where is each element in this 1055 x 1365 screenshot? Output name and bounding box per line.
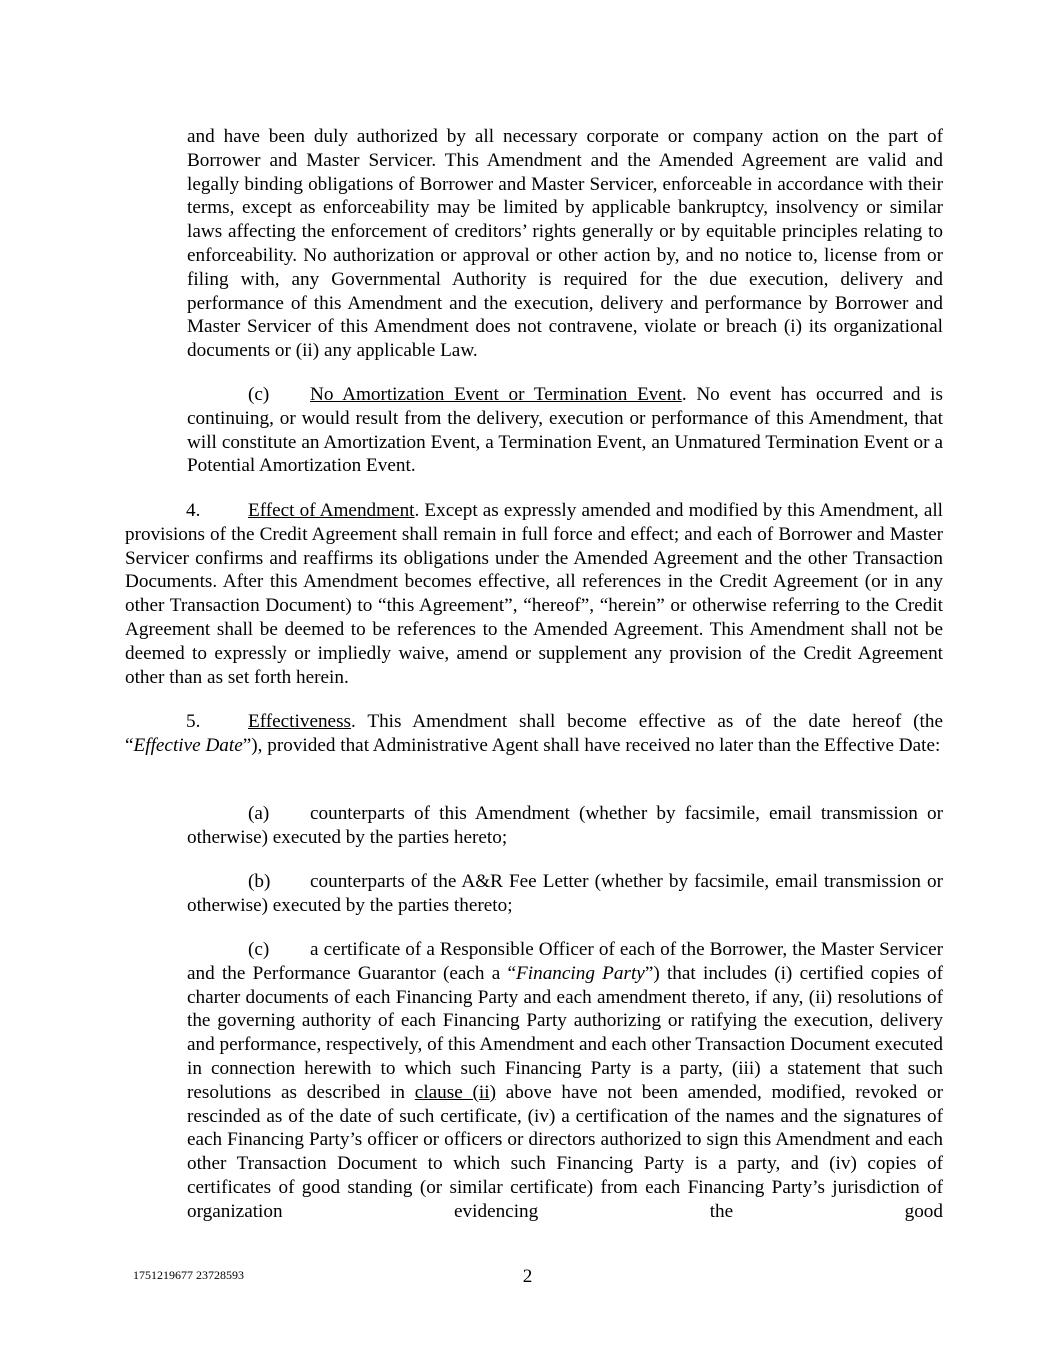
- item-text: counterparts of the A&R Fee Letter (whether by facsimile, email transmission or otherwise) executed by the parties thereto;: [187, 871, 943, 916]
- section-text-1: . This Amendment shall become effective as of the date hereof (the “: [125, 711, 943, 756]
- item-a-counterparts-amendment: [187, 802, 943, 850]
- item-b-counterparts-fee-letter: [187, 870, 943, 918]
- defined-term: Effective Date: [133, 734, 243, 756]
- item-label: (b): [248, 871, 271, 892]
- item-text-3: above have not been amended, modified, revoked or rescinded as of the date of such certificate, (iv) a certification of the names and the signatures of each Financing Party’s officer or officers or directors authorized to sign this Amendment and each other Transaction Document to which such Financing Party is a party, and (iv) copies of certificates of good standing (or similar certificate) from each Financing Party’s jurisdiction of organization evidencing the good: [187, 1081, 943, 1222]
- page-number: 2: [522, 1266, 533, 1287]
- document-id-footer: 1751219677 23728593: [133, 1268, 244, 1282]
- section-5-effectiveness: [125, 710, 943, 758]
- paragraph-c-no-amortization: [187, 383, 943, 478]
- section-text: . Except as expressly amended and modified by this Amendment, all provisions of the Credit Agreement shall remain in full force and effect; and each of Borrower and Master Servicer confirms and reaffirms its obligations under the Amended Agreement and the other Transaction Documents. After this Amendment becomes effective, all references in the Credit Agreement (or in any other Transaction Document) to “this Agreement”, “hereof”, “herein” or otherwise referring to the Credit Agreement shall be deemed to be references to the Amended Agreement. This Amendment shall not be deemed to expressly or impliedly waive, amend or supplement any provision of the Credit Agreement other than as set forth herein.: [125, 500, 943, 688]
- paragraph-b-continued: and have been duly authorized by all necessary corporate or company action on the part of Borrower and Master Servicer. This Amendment and the Amended Agreement are valid and legally binding obligations of Borrower and Master Servicer, enforceable in accordance with their terms, except as enforceability may be limited by applicable bankruptcy, insolvency or similar laws affecting the enforcement of creditors’ rights generally or by equitable principles relating to enforceability. No authorization or approval or other action by, and no notice to, license from or filing with, any Governmental Authority is required for the due execution, delivery and performance of this Amendment and the execution, delivery and performance by Borrower and Master Servicer of this Amendment does not contravene, violate or breach (i) its organizational documents or (ii) any applicable Law.: [187, 126, 943, 362]
- paragraph-heading: No Amortization Event or Termination Event: [310, 384, 682, 405]
- paragraph-text: . No event has occurred and is continuing, or would result from the delivery, execution or performance of this Amendment, that will constitute an Amortization Event, a Termination Event, an Unmatured Termination Event or a Potential Amortization Event.: [187, 384, 943, 477]
- section-4-effect-of-amendment: [125, 499, 943, 689]
- paragraph-label: (c): [248, 384, 270, 405]
- section-heading: Effect of Amendment: [248, 500, 415, 521]
- clause-reference: clause (ii): [414, 1081, 496, 1103]
- section-number: 4.: [186, 500, 201, 521]
- item-text: counterparts of this Amendment (whether by facsimile, email transmission or otherwise) executed by the parties hereto;: [187, 803, 943, 848]
- defined-term: Financing Party: [516, 962, 645, 984]
- item-label: (a): [248, 803, 270, 824]
- item-text-1: a certificate of a Responsible Officer of each of the Borrower, the Master Servicer and the Performance Guarantor (each a “: [187, 939, 943, 984]
- section-heading: Effectiveness: [248, 711, 352, 732]
- item-label: (c): [248, 939, 270, 960]
- section-text-2: ”), provided that Administrative Agent shall have received no later than the Effective Date:: [242, 734, 941, 756]
- item-c-officer-certificate: [187, 938, 943, 1224]
- item-text-2: ”) that includes (i) certified copies of charter documents of each Financing Party and each amendment thereto, if any, (ii) resolutions of the governing authority of each Financing Party authorizing or ratifying the execution, delivery and performance, respectively, of this Amendment and each other Transaction Document executed in connection herewith to which such Financing Party is a party, (iii) a statement that such resolutions as described in: [187, 962, 943, 1103]
- section-number: 5.: [186, 711, 201, 732]
